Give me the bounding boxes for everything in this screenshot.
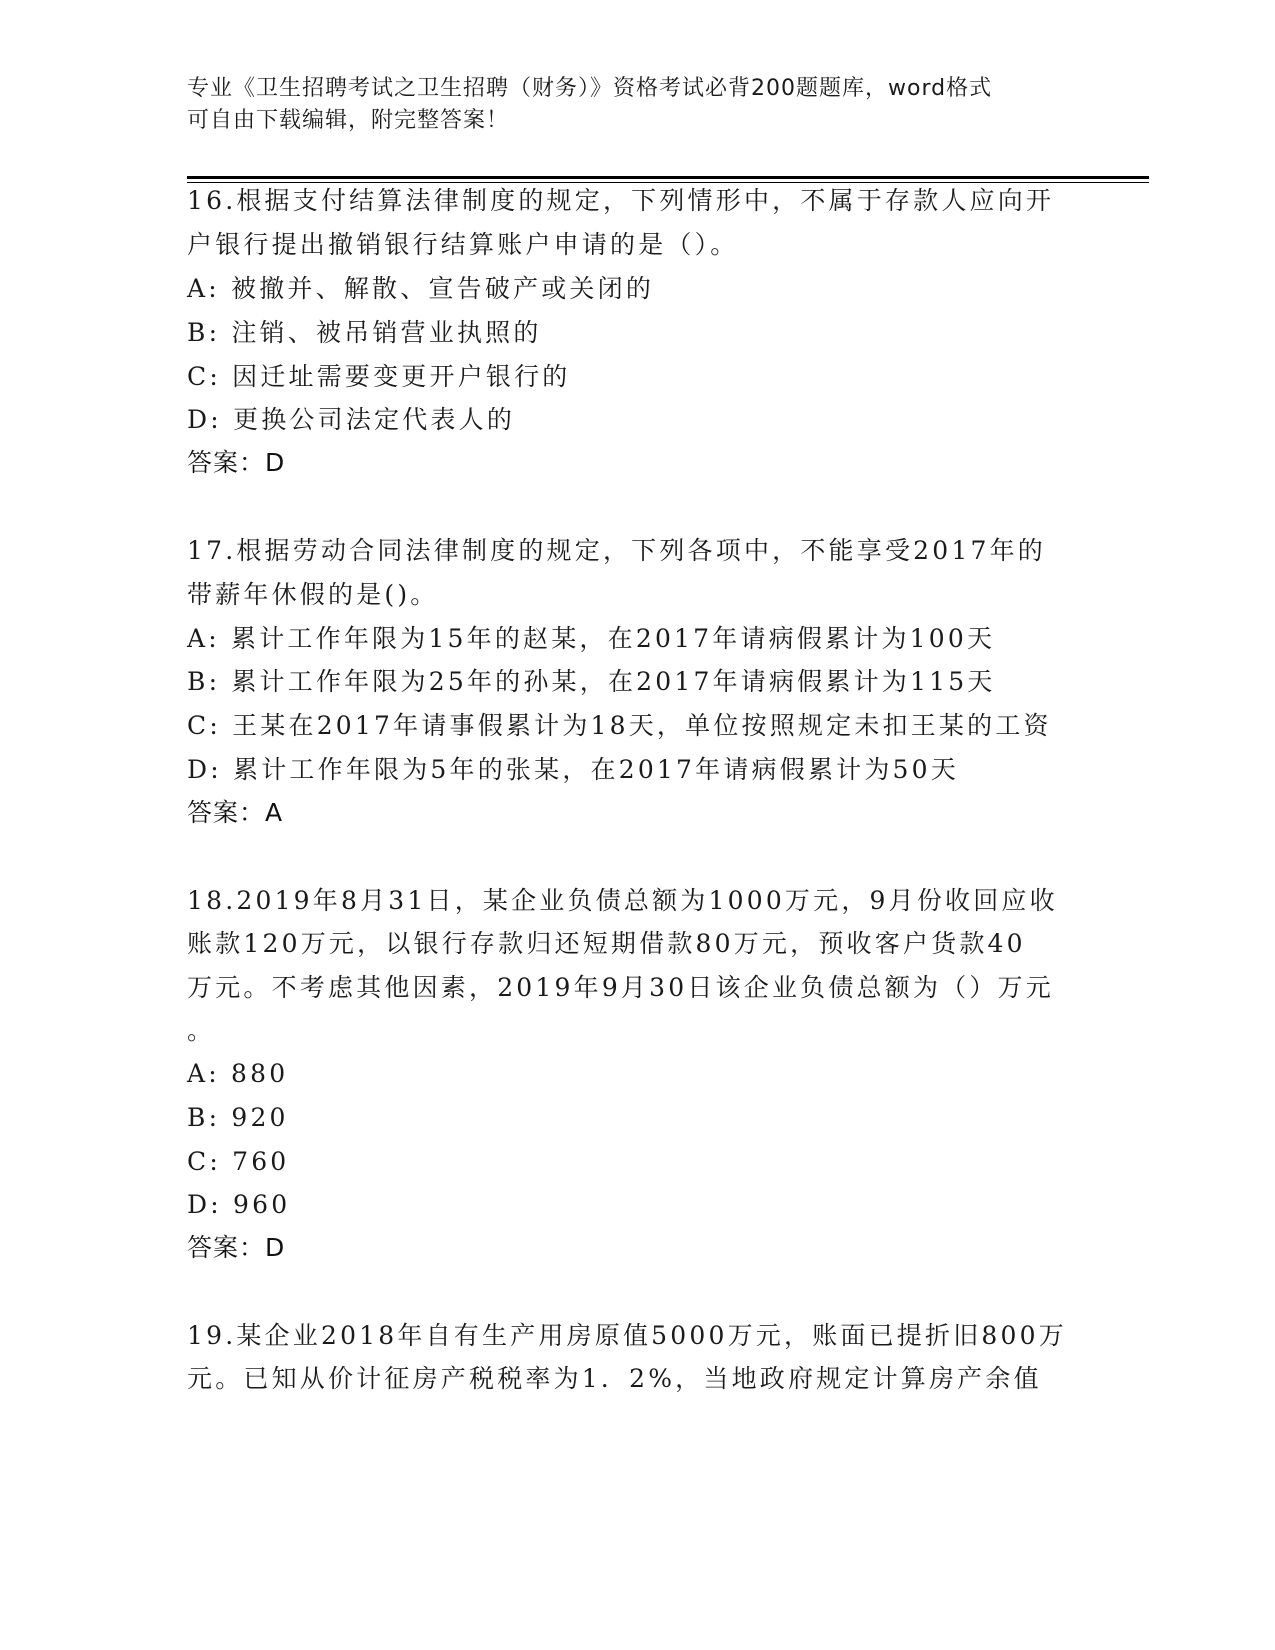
question-18-answer: 答案：D	[187, 1233, 286, 1262]
question-16-option-b: B: 注销、被吊销营业执照的	[187, 318, 542, 347]
question-19-text-line-1: 19.某企业2018年自有生产用房原值5000万元，账面已提折旧800万	[187, 1321, 1067, 1350]
header-line-2: 可自由下载编辑，附完整答案！	[187, 108, 510, 133]
question-18-option-d: D: 960	[187, 1190, 291, 1219]
question-18-text-line-3: 万元。不考虑其他因素，2019年9月30日该企业负债总额为（）万元	[187, 973, 1054, 1002]
question-17-option-d: D: 累计工作年限为5年的张某，在2017年请病假累计为50天	[187, 755, 959, 784]
question-18-option-b: B: 920	[187, 1103, 289, 1132]
question-17-text-line-1: 17.根据劳动合同法律制度的规定，下列各项中，不能享受2017年的	[187, 536, 1046, 565]
question-18-text-line-2: 账款120万元，以银行存款归还短期借款80万元，预收客户货款40	[187, 929, 1026, 958]
question-16-option-a: A: 被撤并、解散、宣告破产或关闭的	[187, 274, 655, 303]
question-17-answer: 答案：A	[187, 798, 284, 827]
question-18-text-line-1: 18.2019年8月31日，某企业负债总额为1000万元，9月份收回应收	[187, 886, 1058, 915]
question-17-option-b: B: 累计工作年限为25年的孙某，在2017年请病假累计为115天	[187, 667, 996, 696]
question-18-option-c: C: 760	[187, 1147, 290, 1176]
question-17-option-c: C: 王某在2017年请事假累计为18天，单位按照规定未扣王某的工资	[187, 711, 1052, 740]
header-divider-thick	[187, 176, 1149, 179]
question-16-text-line-2: 户银行提出撤销银行结算账户申请的是（）。	[187, 230, 739, 259]
question-17-option-a: A: 累计工作年限为15年的赵某，在2017年请病假累计为100天	[187, 624, 996, 653]
question-18-text-line-4: 。	[187, 1016, 216, 1045]
header-divider-thin	[187, 182, 1149, 183]
question-19-text-line-2: 元。已知从价计征房产税税率为1．2%，当地政府规定计算房产余值	[187, 1364, 1042, 1393]
question-16-option-c: C: 因迁址需要变更开户银行的	[187, 362, 571, 391]
question-18-option-a: A: 880	[187, 1059, 289, 1088]
question-16-option-d: D: 更换公司法定代表人的	[187, 405, 516, 434]
question-17-text-line-2: 带薪年休假的是()。	[187, 580, 439, 609]
header-line-1: 专业《卫生招聘考试之卫生招聘（财务）》资格考试必背200题题库，word格式	[187, 76, 993, 101]
document-header	[187, 73, 1067, 137]
question-16-answer: 答案：D	[187, 448, 286, 477]
question-16-text-line-1: 16.根据支付结算法律制度的规定，下列情形中，不属于存款人应向开	[187, 186, 1055, 215]
